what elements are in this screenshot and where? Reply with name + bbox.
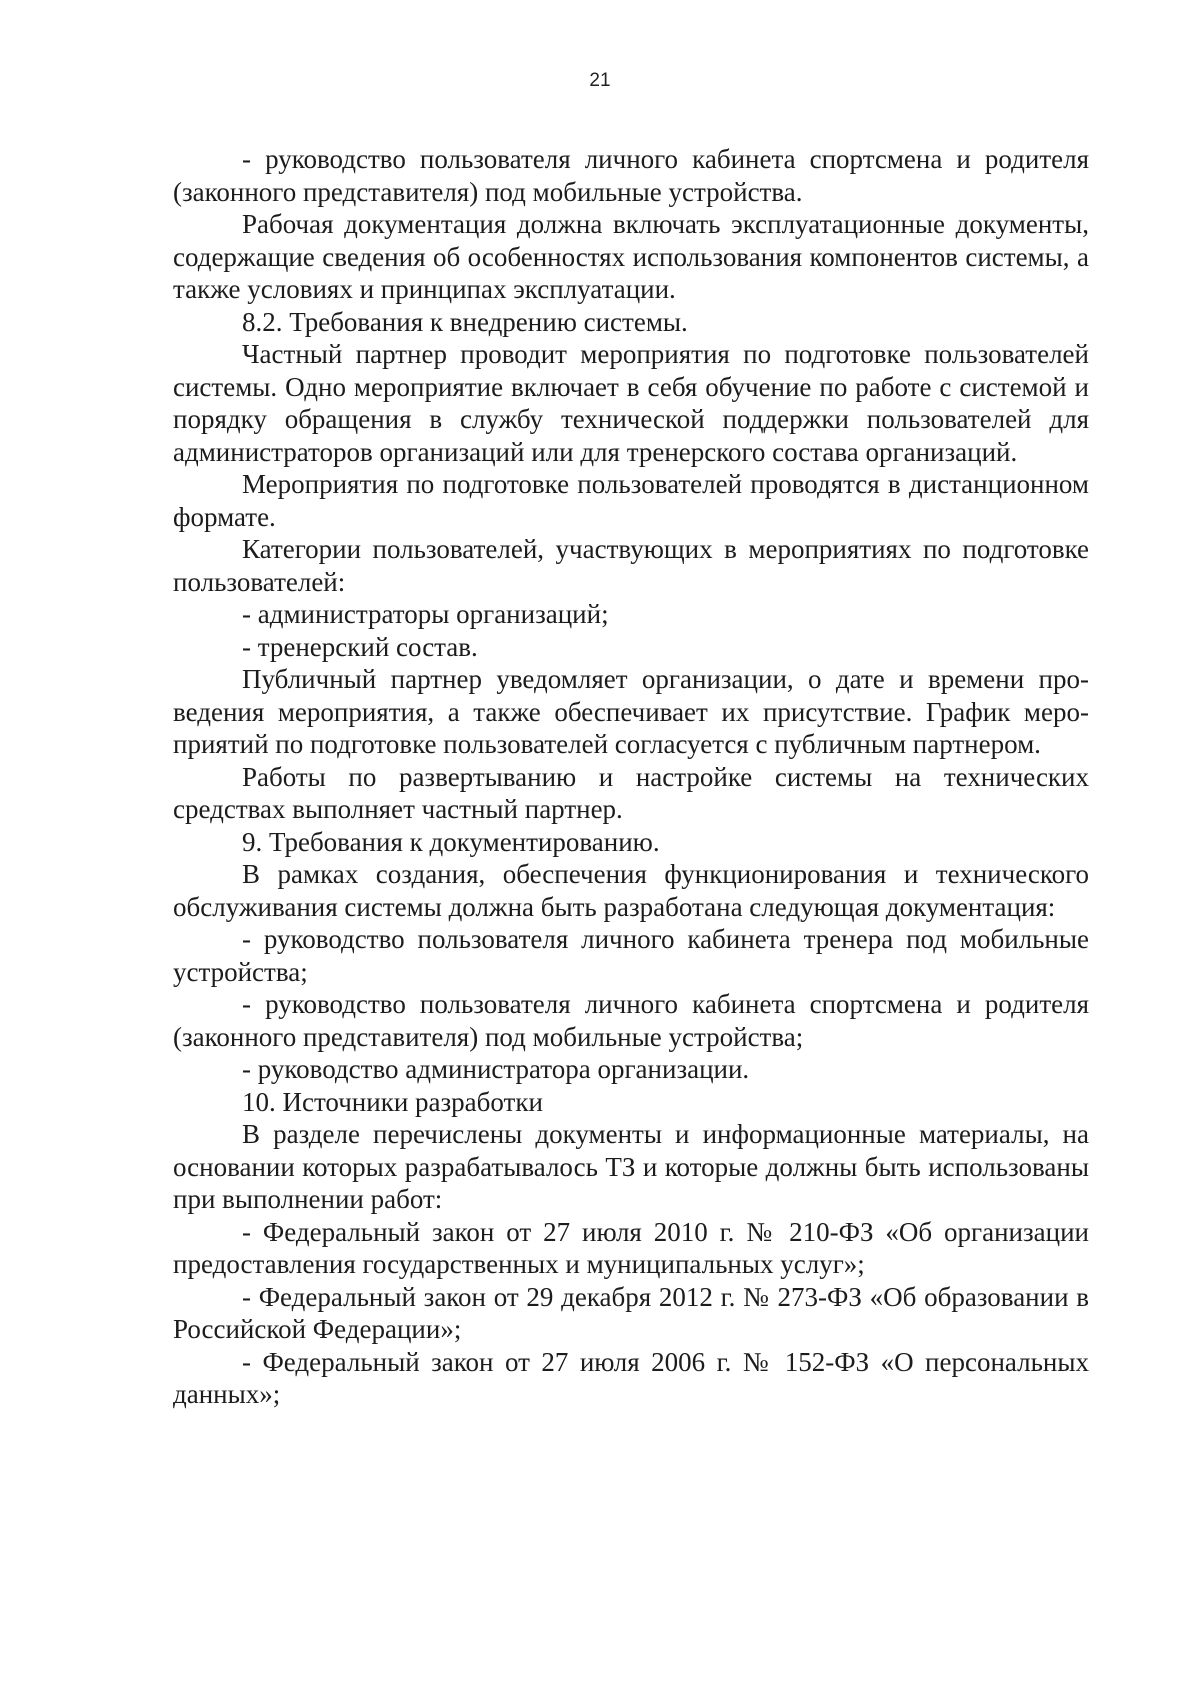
section-heading: 8.2. Требования к внедрению системы. xyxy=(242,306,688,337)
list-item: - руководство администратора организации. xyxy=(242,1054,750,1084)
list-item: - администраторы организаций; xyxy=(242,599,609,629)
list-item: - руководство пользователя личного кабинета спортсмена и родителя (законного представителя) под мобильные устройства; xyxy=(173,989,1089,1052)
list-item: - тренерский состав. xyxy=(242,631,478,662)
section-heading: 9. Требования к документированию. xyxy=(242,826,660,857)
paragraph: Категории пользователей, участвующих в мероприятиях по подготовке пользователей: xyxy=(173,534,1089,597)
paragraph: Частный партнер проводит мероприятия по подготовке пользователей системы. Одно мероприятие включает в себя обучение по работе с системой и порядку обращения в службу технической поддержки пользователей для администраторов организаций или для тренерского состава организаций. xyxy=(173,339,1089,467)
list-item: - Федеральный закон от 29 декабря 2012 г. № 273-ФЗ «Об образовании в Российской Федерации»; xyxy=(173,1281,1089,1344)
paragraph: Мероприятия по подготовке пользователей проводятся в дистанционном формате. xyxy=(173,469,1089,532)
list-item: - руководство пользователя личного кабинета тренера под мобильные устройства; xyxy=(173,924,1089,987)
paragraph: В разделе перечислены документы и информационные материалы, на основании которых разрабатывалось ТЗ и которые должны быть использованы при выполнении работ: xyxy=(173,1119,1089,1214)
page-number: 21 xyxy=(589,70,611,91)
list-item: - Федеральный закон от 27 июля 2006 г. № 152-ФЗ «О персональных данных»; xyxy=(173,1346,1089,1409)
paragraph: Рабочая документация должна включать эксплуатационные документы, содержащие сведения об особенностях использования компонентов системы, а также условиях и принципах эксплуатации. xyxy=(173,209,1089,304)
section-heading: 10. Источники разработки xyxy=(242,1086,543,1117)
paragraph: В рамках создания, обеспечения функционирования и технического обслуживания системы должна быть разработана следующая документация: xyxy=(173,859,1089,922)
list-item: - Федеральный закон от 27 июля 2010 г. № 210-ФЗ «Об организации предоставления государственных и муниципальных услуг»; xyxy=(173,1216,1089,1279)
paragraph: - руководство пользователя личного кабинета спортсмена и родителя (законного представителя) под мобильные устройства. xyxy=(173,144,1089,207)
paragraph: Публичный партнер уведомляет организации, о дате и времени проведения мероприятия, а также обеспечивает их присутствие. График мероприятий по подготовке пользователей согласуется с публичным партнером. xyxy=(173,664,1089,759)
paragraph: Работы по развертыванию и настройке системы на технических средствах выполняет частный партнер. xyxy=(173,761,1089,824)
document-body xyxy=(173,143,1089,1411)
